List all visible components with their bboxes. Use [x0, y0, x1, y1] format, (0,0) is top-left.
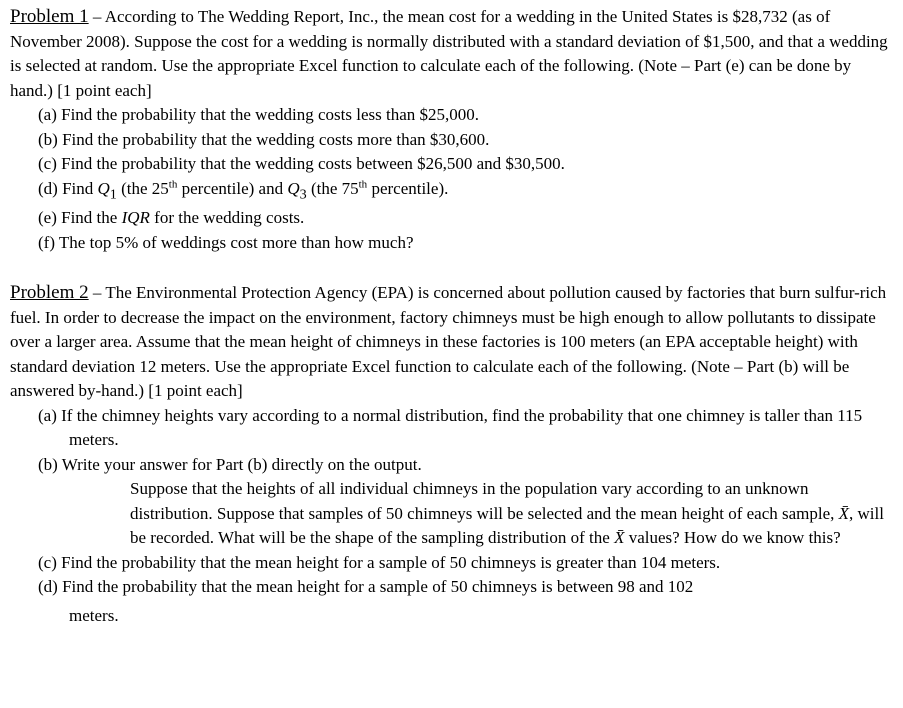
xbar-symbol: X̄	[838, 503, 850, 523]
p1-d-sup1: th	[168, 177, 178, 190]
p2-b-sub-1: Suppose that the heights of all individual chimneys in the population vary according to an unknown distribution. Suppose that samples of 50 chimneys will be selected and the mean height of each sample,	[130, 479, 839, 523]
p1-d-mid2: percentile) and	[177, 178, 288, 198]
q1-subscript: 1	[109, 185, 117, 202]
problem-1-title: Problem 1	[10, 6, 89, 27]
p1-d-mid3: (the 75	[306, 178, 359, 198]
p1-part-c: (c) Find the probability that the wedding costs between $26,500 and $30,500.	[38, 154, 565, 173]
problem-2-text: – The Environmental Protection Agency (EPA) is concerned about pollution caused by factories that burn sulfur-rich fuel. In order to decrease the impact on the environment, factory chimneys must be high enough to allow pollutants to dissipate over a larger area. Assume that the mean height of chimneys in these factories is 100 meters (an EPA acceptable height) with standard deviation 12 meters. Use the appropriate Excel function to calculate each of the following. (Note – Part (b) will be answered by-hand.) [1 point each]	[10, 283, 887, 401]
p2-part-d-tail: meters.	[69, 605, 119, 625]
section-gap	[10, 255, 893, 281]
p1-part-a: (a) Find the probability that the wedding costs less than $25,000.	[38, 105, 479, 124]
q1-symbol: Q	[97, 178, 110, 198]
p2-b-sub-2: , will be recorded. What will be the shape of the sampling distribution of the	[130, 503, 884, 548]
iqr-symbol: IQR	[121, 208, 150, 228]
problem-2	[10, 281, 893, 628]
p1-part-d	[10, 177, 893, 207]
problem-1-text: – According to The Wedding Report, Inc., the mean cost for a wedding in the United States is $28,732 (as of November 2008). Suppose the cost for a wedding is normally distributed with a standard deviation of $1,500, and that a wedding is selected at random. Use the appropriate Excel function to calculate each of the following. (Note – Part (e) can be done by hand.) [1 point each]	[10, 7, 888, 100]
p1-e-end: for the wedding costs.	[149, 208, 305, 228]
p1-d-sup2: th	[358, 177, 368, 190]
problem-2-parts-cont	[10, 551, 893, 600]
problem-2-parts	[10, 404, 893, 478]
q3-symbol: Q	[287, 178, 300, 198]
p2-part-d: (d) Find the probability that the mean height for a sample of 50 chimneys is between 98 and 102	[38, 577, 694, 597]
q3-subscript: 3	[299, 185, 307, 202]
problem-2-title: Problem 2	[10, 282, 89, 304]
p2-b-sub-3: values? How do we know this?	[624, 528, 841, 548]
p2-part-c: (c) Find the probability that the mean height for a sample of 50 chimneys is greater than 104 meters.	[38, 552, 721, 572]
p1-part-b: (b) Find the probability that the wedding costs more than $30,600.	[38, 129, 490, 149]
p1-part-e	[10, 206, 893, 231]
p1-d-end: percentile).	[367, 178, 449, 198]
problem-2-intro	[10, 281, 893, 404]
problem-1-parts	[10, 103, 893, 255]
p1-e-prefix: (e) Find the	[38, 208, 122, 228]
problem-1	[10, 5, 893, 255]
p2-part-b: (b) Write your answer for Part (b) directly on the output.	[38, 454, 422, 474]
p1-d-prefix: (d) Find	[38, 178, 98, 198]
xbar-symbol-2: X̄	[614, 528, 625, 548]
p2-part-a: (a) If the chimney heights vary according to a normal distribution, find the probability that one chimney is taller than 115 meters.	[38, 405, 863, 450]
problem-1-intro	[10, 5, 893, 103]
p2-part-b-subtext	[10, 477, 893, 551]
p1-d-mid1: (the 25	[116, 178, 169, 198]
p1-part-f: (f) The top 5% of weddings cost more than how much?	[38, 232, 414, 252]
